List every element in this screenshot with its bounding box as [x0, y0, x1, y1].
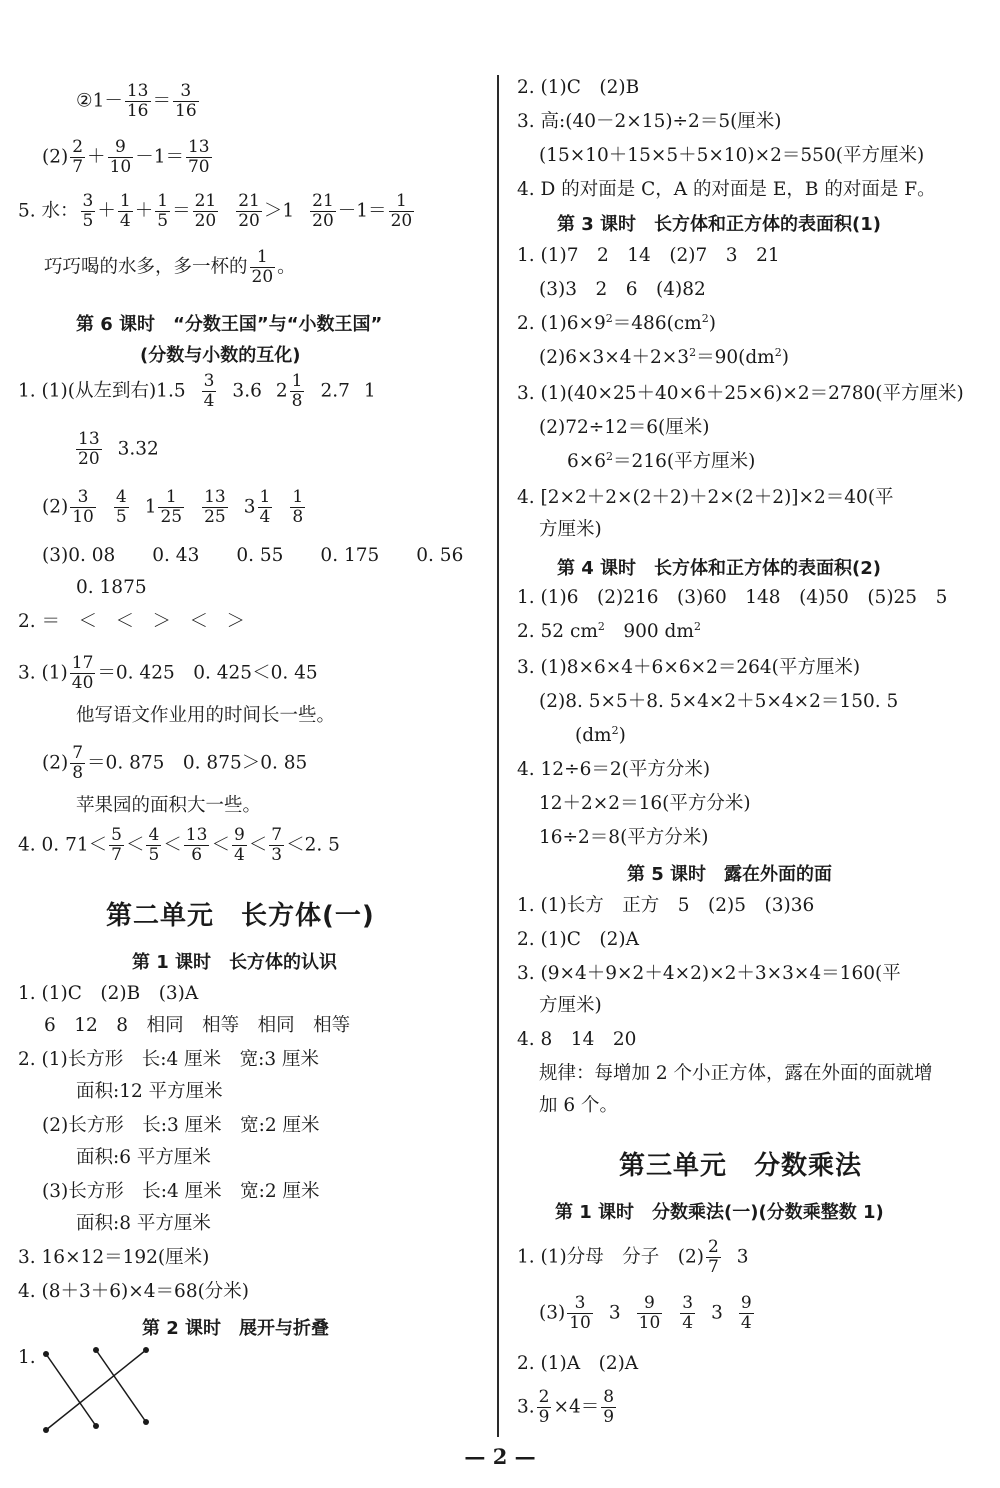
answer-line: 苹果园的面积大一些。 — [76, 795, 262, 816]
fraction: $\frac{1}{4}$ — [259, 487, 271, 527]
answer-line: (3)0. 08 0. 43 0. 55 0. 175 0. 56 — [42, 545, 464, 566]
match-dot — [93, 1423, 99, 1429]
fraction: $\frac{3}{4}$ — [682, 1293, 694, 1333]
fraction: $\frac{21}{20}$ — [312, 191, 334, 231]
fraction: $\frac{3}{5}$ — [82, 191, 94, 231]
fraction: $\frac{1}{4}$ — [119, 191, 131, 231]
answer-line: 方厘米) — [539, 519, 602, 540]
fraction: $\frac{4}{5}$ — [148, 825, 160, 865]
lesson-title: 第 2 课时 展开与折叠 — [142, 1318, 330, 1339]
answer-line: (15×10＋15×5＋5×10)×2＝550(平方厘米) — [539, 145, 925, 166]
answer-line: 5. 水： $\frac{3}{5}$ ＋ $\frac{1}{4}$ ＋ $\frac{1}{5}$ ＝ $\frac{21}{20}$ $\frac{21}{20}$ ＞1 $\frac{21}{20}$ －1＝ $\frac{1}{20}$ — [18, 191, 413, 231]
fraction: $\frac{9}{10}$ — [109, 137, 132, 177]
fraction: $\frac{5}{7}$ — [111, 825, 122, 865]
fraction: $\frac{9}{4}$ — [233, 825, 245, 865]
answer-line: 4. D 的对面是 C，A 的对面是 E，B 的对面是 F。 — [517, 179, 936, 200]
fraction: $\frac{1}{8}$ — [292, 487, 304, 527]
match-line — [96, 1350, 146, 1422]
answer-line: 面积:8 平方厘米 — [76, 1213, 211, 1234]
answer-line: ②1－ $\frac{13}{16}$ ＝ $\frac{3}{16}$ — [76, 81, 197, 121]
answer-line: 0. 1875 — [76, 577, 147, 598]
answer-line: 3. 高:(40－2×15)÷2＝5(厘米) — [517, 111, 782, 132]
answer-line: 巧巧喝的水多，多一杯的 $\frac{1}{20}$ 。 — [44, 247, 296, 287]
answer-line: (2)72÷12＝6(厘米) — [539, 417, 710, 438]
answer-line: 2. (1)A (2)A — [517, 1353, 639, 1374]
answer-line: 3. (9×4＋9×2＋4×2)×2＋3×3×4＝160(平 — [517, 963, 901, 984]
match-dot — [93, 1347, 99, 1353]
answer-line: 2. 52 $cm^2$ 900 $dm^2$ — [517, 619, 701, 642]
answer-line: 3. (1) $\frac{17}{40}$ ＝0. 425 0. 425＜0. 45 — [18, 653, 318, 693]
answer-line: 2. (1)C (2)B — [517, 77, 640, 98]
answer-line: 2. (1)长方形 长:4 厘米 宽:3 厘米 — [18, 1049, 320, 1070]
fraction: $\frac{7}{8}$ — [72, 743, 84, 783]
answer-line: 2. $(1)6\times 9^2=486(cm^2)$ — [517, 311, 716, 334]
fraction: $\frac{2}{7}$ — [72, 137, 84, 177]
match-dot — [143, 1347, 149, 1353]
answer-line: (2) $\frac{3}{10}$ $\frac{4}{5}$ 1 $\frac{1}{25}$ $\frac{13}{25}$ 3 $\frac{1}{4}$ $\frac{1}{8}$ — [42, 487, 304, 527]
answer-line: 3. $\frac{2}{9}$ ×4＝ $\frac{8}{9}$ — [517, 1387, 615, 1427]
answer-line: 6 12 8 相同 相等 相同 相等 — [44, 1015, 351, 1036]
answer-line: 1. (1)(从左到右)1.5 $\frac{3}{4}$ 3.6 2 $\frac{1}{8}$ 2.7 1 — [18, 371, 376, 411]
answer-line: 方厘米) — [539, 995, 602, 1016]
answer-line: 1. (1)C (2)B (3)A — [18, 983, 199, 1004]
answer-line: 2. (1)C (2)A — [517, 929, 639, 950]
answer-line: 3. 16×12＝192(厘米) — [18, 1247, 210, 1268]
fraction: $\frac{17}{40}$ — [71, 653, 94, 693]
match-dot — [43, 1351, 49, 1357]
match-line — [46, 1354, 96, 1426]
answer-line: (2)长方形 长:3 厘米 宽:2 厘米 — [42, 1115, 320, 1136]
fraction: $\frac{4}{5}$ — [115, 487, 127, 527]
answer-line: 面积:6 平方厘米 — [76, 1147, 211, 1168]
answer-line: 4. 0. 71＜ $\frac{5}{7}$ ＜ $\frac{4}{5}$ ＜ $\frac{13}{6}$ ＜ $\frac{9}{4}$ ＜ $\frac{7}{3}$ ＜2. 5 — [18, 825, 340, 865]
match-line — [46, 1350, 146, 1430]
answer-line: (3)长方形 长:4 厘米 宽:2 厘米 — [42, 1181, 320, 1202]
lesson-subtitle: (分数与小数的互化) — [140, 345, 301, 366]
fraction: $\frac{2}{7}$ — [707, 1237, 719, 1277]
page-number: — 2 — — [464, 1444, 536, 1469]
answer-line: 他写语文作业用的时间长一些。 — [76, 705, 336, 726]
matching-diagram — [38, 1342, 158, 1442]
answer-line: (2)8. 5×5＋8. 5×4×2＋5×4×2＝150. 5 — [539, 691, 899, 712]
column-divider — [497, 75, 499, 1437]
fraction: $\frac{9}{10}$ — [638, 1293, 661, 1333]
answer-line: 12＋2×2＝16(平方分米) — [539, 793, 751, 814]
answer-line: 1. (1)分母 分子 (2) $\frac{2}{7}$ 3 — [517, 1237, 749, 1277]
answer-line: 2. ＝ ＜ ＜ ＞ ＜ ＞ — [18, 611, 246, 632]
fraction: $\frac{1}{20}$ — [251, 247, 274, 287]
answer-line: 4. 12÷6＝2(平方分米) — [517, 759, 711, 780]
match-dot — [143, 1419, 149, 1425]
answer-line: 面积:12 平方厘米 — [76, 1081, 223, 1102]
answer-line: 16÷2＝8(平方分米) — [539, 827, 709, 848]
answer-line: $(dm^2)$ — [575, 723, 626, 746]
fraction: $\frac{9}{4}$ — [740, 1293, 752, 1333]
lesson-title: 第 4 课时 长方体和正方体的表面积(2) — [557, 558, 882, 579]
fraction: $\frac{13}{20}$ — [78, 429, 100, 469]
fraction: $\frac{3}{16}$ — [175, 81, 197, 121]
answer-line: 1. (1)6 (2)216 (3)60 148 (4)50 (5)25 5 — [517, 587, 948, 608]
unit-title: 第三单元 分数乘法 — [619, 1151, 863, 1181]
fraction: $\frac{2}{9}$ — [538, 1387, 550, 1427]
answer-line: $\frac{13}{20}$ 3.32 — [78, 429, 159, 469]
answer-line: 4. [2×2＋2×(2＋2)＋2×(2＋2)]×2＝40(平 — [517, 487, 894, 508]
fraction: $\frac{21}{20}$ — [194, 191, 217, 231]
answer-line: (3)3 2 6 (4)82 — [539, 279, 706, 300]
answer-line: $(2)6\times 3\times 4+2\times 3^2=90(dm^2)$ — [539, 345, 789, 368]
answer-line: 3. (1)8×6×4＋6×6×2＝264(平方厘米) — [517, 657, 861, 678]
fraction: $\frac{8}{9}$ — [603, 1387, 615, 1427]
answer-line: 4. (8＋3＋6)×4＝68(分米) — [18, 1281, 250, 1302]
answer-line: 4. 8 14 20 — [517, 1029, 637, 1050]
answer-line: 规律：每增加 2 个小正方体，露在外面的面就增 — [539, 1063, 933, 1084]
fraction: $\frac{1}{8}$ — [291, 371, 303, 411]
fraction: $\frac{1}{20}$ — [390, 191, 413, 231]
answer-line: 3. (1)(40×25＋40×6＋25×6)×2＝2780(平方厘米) — [517, 383, 964, 404]
fraction: $\frac{13}{25}$ — [204, 487, 226, 527]
answer-line: (2) $\frac{2}{7}$ ＋ $\frac{9}{10}$ －1＝ $\frac{13}{70}$ — [42, 137, 210, 177]
fraction: $\frac{7}{3}$ — [271, 825, 283, 865]
answer-line: 加 6 个。 — [539, 1095, 619, 1116]
fraction: $\frac{21}{20}$ — [238, 191, 260, 231]
lesson-title: 第 1 课时 分数乘法(一)(分数乘整数 1) — [555, 1202, 884, 1223]
lesson-title: 第 1 课时 长方体的认识 — [132, 952, 338, 973]
match-dot — [43, 1427, 49, 1433]
fraction: $\frac{13}{16}$ — [126, 81, 149, 121]
fraction: $\frac{1}{25}$ — [160, 487, 183, 527]
answer-line: 1. (1)长方 正方 5 (2)5 (3)36 — [517, 895, 815, 916]
lesson-title: 第 6 课时 “分数王国”与“小数王国” — [76, 314, 383, 335]
lesson-title: 第 5 课时 露在外面的面 — [627, 864, 833, 885]
answer-line: 1. — [18, 1347, 36, 1368]
fraction: $\frac{3}{10}$ — [72, 487, 94, 527]
unit-title: 第二单元 长方体(一) — [106, 901, 375, 931]
fraction: $\frac{1}{5}$ — [157, 191, 169, 231]
fraction: $\frac{3}{4}$ — [203, 371, 215, 411]
fraction: $\frac{3}{10}$ — [569, 1293, 591, 1333]
fraction: $\frac{13}{6}$ — [185, 825, 208, 865]
answer-line: (2) $\frac{7}{8}$ ＝0. 875 0. 875＞0. 85 — [42, 743, 308, 783]
fraction: $\frac{13}{70}$ — [187, 137, 210, 177]
answer-line: (3) $\frac{3}{10}$ 3 $\frac{9}{10}$ $\frac{3}{4}$ 3 $\frac{9}{4}$ — [539, 1293, 752, 1333]
answer-line: 1. (1)7 2 14 (2)7 3 21 — [517, 245, 780, 266]
lesson-title: 第 3 课时 长方体和正方体的表面积(1) — [557, 214, 882, 235]
answer-line: $6\times 6^2=216$(平方厘米) — [567, 449, 756, 472]
